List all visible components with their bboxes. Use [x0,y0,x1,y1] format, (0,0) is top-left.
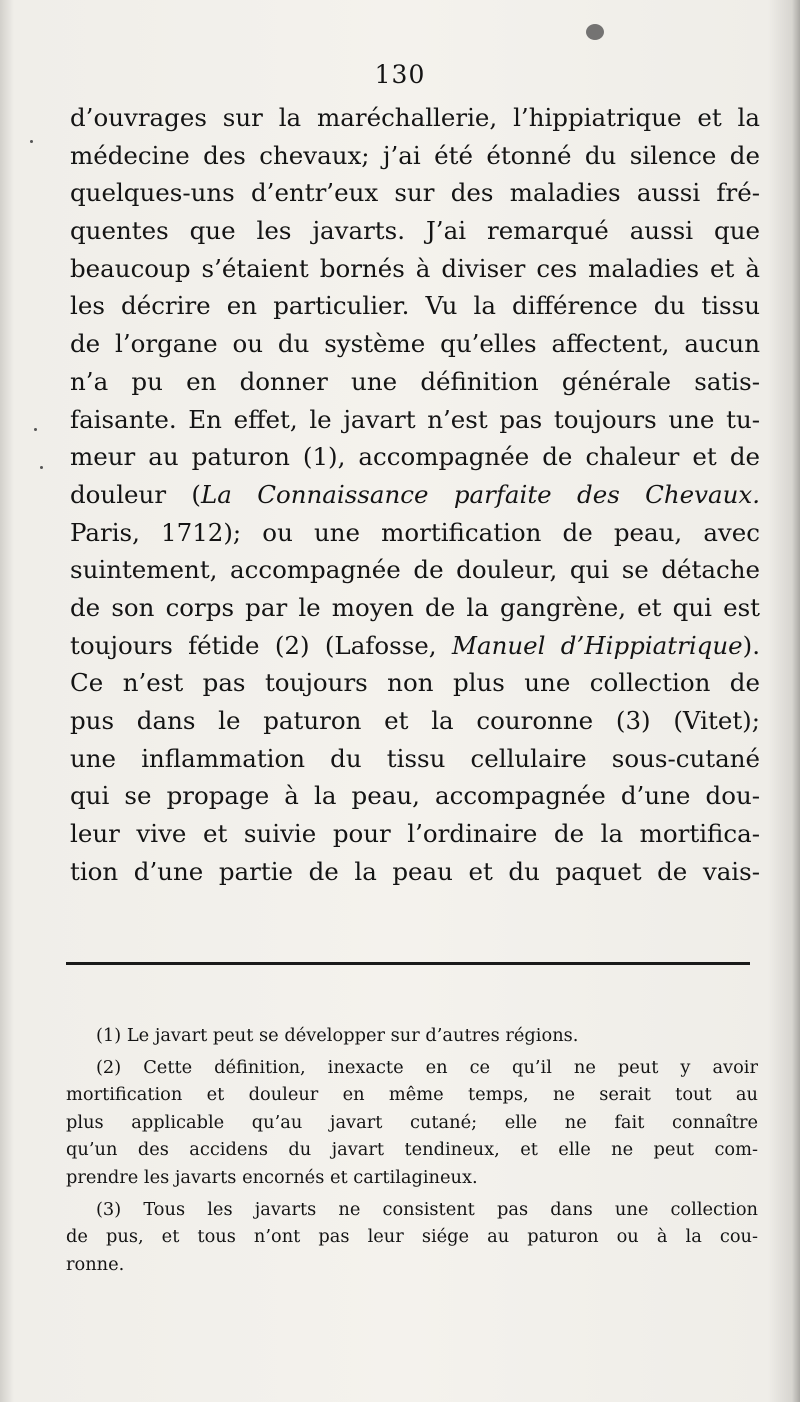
footnote-2-line: (2) Cette définition, inexacte en ce qu’il ne peut y avoir [96,1056,758,1078]
body-line-citation [70,476,760,514]
body-line: une inflammation du tissu cellulaire sous-cutané [70,743,760,773]
body-line: pus dans le paturon et la couronne (3) (Vitet); [70,706,760,735]
footnotes [66,1022,758,1278]
body-line: Paris, 1712); ou une mortification de peau, avec [70,517,760,547]
body-line: de son corps par le moyen de la gangrène, et qui est [70,592,760,622]
footnote-3-line: ronne. [66,1253,125,1275]
footnote-rule [66,962,750,965]
body-line: quelques-uns d’entr’eux sur des maladies aussi fré- [70,178,760,208]
page-edge-shadow [792,0,800,1402]
body-line: faisante. En effet, le javart n’est pas toujours une tu- [70,404,760,434]
body-line: de l’organe ou du système qu’elles affectent, aucun [70,329,760,359]
book-title-italic: La Connaissance parfaite des Chevaux. [200,479,761,509]
ink-blot [586,24,604,40]
book-title-italic: Manuel d’Hippiatrique [451,630,743,660]
footnote-3-line: (3) Tous les javarts ne consistent pas dans une collection [96,1198,758,1220]
footnote-1-line: (1) Le javart peut se développer sur d’autres régions. [96,1025,579,1046]
line-text: ). [742,630,760,660]
footnote-3-line: de pus, et tous n’ont pas leur siége au paturon ou à la cou- [66,1226,758,1248]
body-line: suintement, accompagnée de douleur, qui se détache [70,555,760,585]
body-line: qui se propage à la peau, accompagnée d’une dou- [70,781,760,811]
body-line: beaucoup s’étaient bornés à diviser ces maladies et à [70,253,760,283]
body-line: leur vive et suivie pour l’ordinaire de la mortifica- [70,819,760,849]
body-line: n’a pu en donner une définition générale satis- [70,366,760,396]
margin-speck [40,466,43,469]
line-text: douleur ( [70,479,201,509]
body-line: Ce n’est pas toujours non plus une collection de [70,668,760,698]
body-line: quentes que les javarts. J’ai remarqué aussi que [70,216,760,246]
page-number: 130 [374,60,426,89]
body-line: meur au paturon (1), accompagnée de chaleur et de [70,442,760,472]
footnote-2-line: prendre les javarts encornés et cartilagineux. [66,1166,478,1188]
body-line: les décrire en particulier. Vu la différence du tissu [70,291,760,321]
line-text: toujours fétide (2) (Lafosse, [70,630,452,660]
body-line: tion d’une partie de la peau et du paquet de vais- [70,856,760,886]
body-line: d’ouvrages sur la maréchallerie, l’hippiatrique et la [70,103,760,132]
body-line: médecine des chevaux; j’ai été étonné du silence de [70,140,760,170]
footnote-2-line: plus applicable qu’au javart cutané; elle ne fait connaître [66,1111,758,1133]
footnote-2-line: mortification et douleur en même temps, ne serait tout au [66,1084,758,1106]
footnote-2-line: qu’un des accidens du javart tendineux, et elle ne peut com- [66,1139,758,1161]
margin-speck [30,140,33,143]
margin-speck [34,428,37,431]
body-text [70,99,760,890]
body-line-citation [70,627,760,665]
